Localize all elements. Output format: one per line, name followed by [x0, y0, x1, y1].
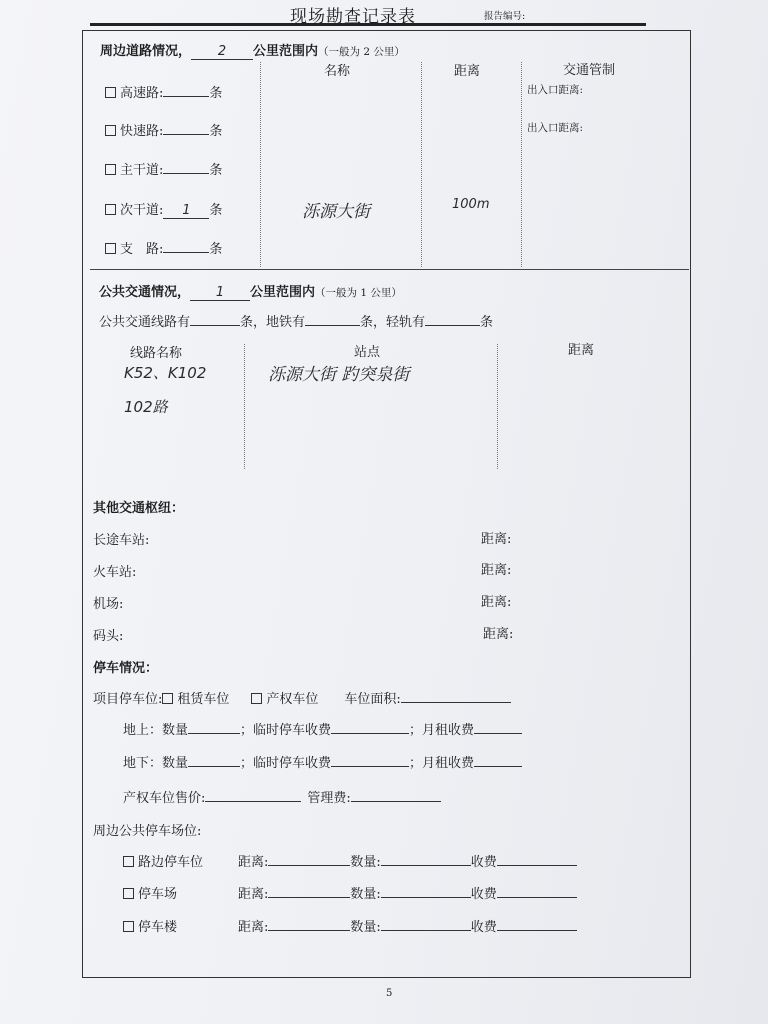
traffic-entrance-distance-1: 出入口距离: [527, 84, 584, 96]
handwritten-road-name: 泺源大街 [302, 202, 370, 222]
parking-heading: 停车情况： [93, 661, 159, 676]
handwritten-stops: 泺源大街 趵突泉街 [268, 365, 410, 385]
hub-dock: 码头: [93, 629, 124, 644]
roads-radius-field[interactable] [191, 44, 253, 60]
hub-train-station-distance: 距离: [481, 563, 512, 578]
mgmt-fee-field[interactable] [351, 801, 441, 802]
secondary-road-count[interactable]: 1 [163, 203, 209, 219]
public-parking-garage: 停车楼 距离: 数量: 收费 [123, 916, 577, 935]
roads-divider-2 [421, 62, 422, 267]
public-parking-heading: 周边公共停车场位: [93, 824, 202, 839]
transit-divider-2 [497, 344, 498, 469]
transit-radius-field[interactable] [190, 285, 250, 301]
hub-airport: 机场: [93, 597, 124, 612]
parking-area-field[interactable] [401, 702, 511, 703]
underground-parking-row: 地下：数量 ；临时停车收费 ；月租收费 [123, 752, 522, 771]
checkbox[interactable] [105, 243, 116, 254]
checkbox[interactable] [105, 125, 116, 136]
checkbox[interactable] [123, 856, 134, 867]
road-row-highway[interactable]: 高速路: 条 [105, 82, 222, 101]
hub-train-station: 火车站: [93, 565, 137, 580]
traffic-entrance-distance-2: 出入口距离: [527, 122, 584, 134]
project-parking-row: 项目停车位: 租赁车位 产权车位 车位面积: [93, 688, 511, 707]
roads-col-name: 名称 [324, 64, 351, 79]
transit-suffix: 公里范围内 [250, 285, 316, 300]
public-parking-roadside: 路边停车位 距离: 数量: 收费 [123, 851, 577, 870]
handwritten-route-102: 102路 [124, 398, 168, 416]
transit-lines-row: 公共交通线路有 条，地铁有 条，轻轨有 条 [99, 315, 494, 330]
transit-col-stop: 站点 [354, 345, 381, 360]
public-parking-lot: 停车场 距离: 数量: 收费 [123, 883, 577, 902]
own-checkbox[interactable] [251, 693, 262, 704]
road-row-expressway[interactable]: 快速路: 条 [105, 120, 222, 139]
transit-note: （一般为 1 公里） [315, 287, 402, 299]
roads-radius-value: 2 [217, 44, 227, 59]
roads-note: （一般为 2 公里） [318, 46, 405, 58]
transit-heading [99, 281, 402, 301]
sale-price-field[interactable] [205, 801, 301, 802]
metro-lines-field[interactable] [305, 325, 360, 326]
hub-airport-distance: 距离: [481, 595, 512, 610]
hub-bus-station: 长途车站: [93, 533, 150, 548]
hub-bus-station-distance: 距离: [481, 532, 512, 547]
handwritten-road-distance: 100m [452, 197, 490, 212]
roads-suffix: 公里范围内 [253, 44, 319, 59]
form-title: 现场勘查记录表 [290, 7, 416, 27]
roads-col-distance: 距离 [454, 64, 481, 79]
road-row-branch[interactable]: 支 路: 条 [105, 238, 222, 257]
checkbox[interactable] [123, 921, 134, 932]
road-row-secondary[interactable]: 次干道: 1 条 [105, 199, 222, 219]
section-divider [90, 269, 689, 270]
page-number: 5 [386, 988, 393, 999]
report-number-label: 报告编号: [484, 11, 526, 22]
ground-parking-row: 地上：数量 ；临时停车收费 ；月租收费 [123, 719, 522, 738]
road-row-arterial[interactable]: 主干道: 条 [105, 159, 222, 178]
parking-sale-row: 产权车位售价: 管理费: [123, 787, 441, 806]
light-rail-field[interactable] [425, 325, 480, 326]
checkbox[interactable] [105, 164, 116, 175]
bus-lines-field[interactable] [190, 325, 240, 326]
hub-dock-distance: 距离: [483, 627, 514, 642]
hubs-heading: 其他交通枢纽： [93, 501, 185, 516]
transit-divider-1 [244, 344, 245, 469]
roads-divider-3 [521, 62, 522, 267]
title-rule [90, 23, 646, 26]
roads-prefix: 周边道路情况， [100, 44, 192, 59]
checkbox[interactable] [123, 888, 134, 899]
transit-col-route: 线路名称 [130, 346, 183, 361]
transit-prefix: 公共交通情况， [99, 285, 191, 300]
roads-divider-1 [260, 62, 261, 267]
transit-radius-value: 1 [215, 285, 225, 300]
transit-col-distance: 距离 [568, 343, 595, 358]
checkbox[interactable] [105, 87, 116, 98]
roads-col-traffic: 交通管制 [563, 63, 616, 78]
roads-heading [100, 40, 405, 60]
handwritten-route-names: K52、K102 [124, 364, 207, 382]
rent-checkbox[interactable] [162, 693, 173, 704]
checkbox[interactable] [105, 204, 116, 215]
